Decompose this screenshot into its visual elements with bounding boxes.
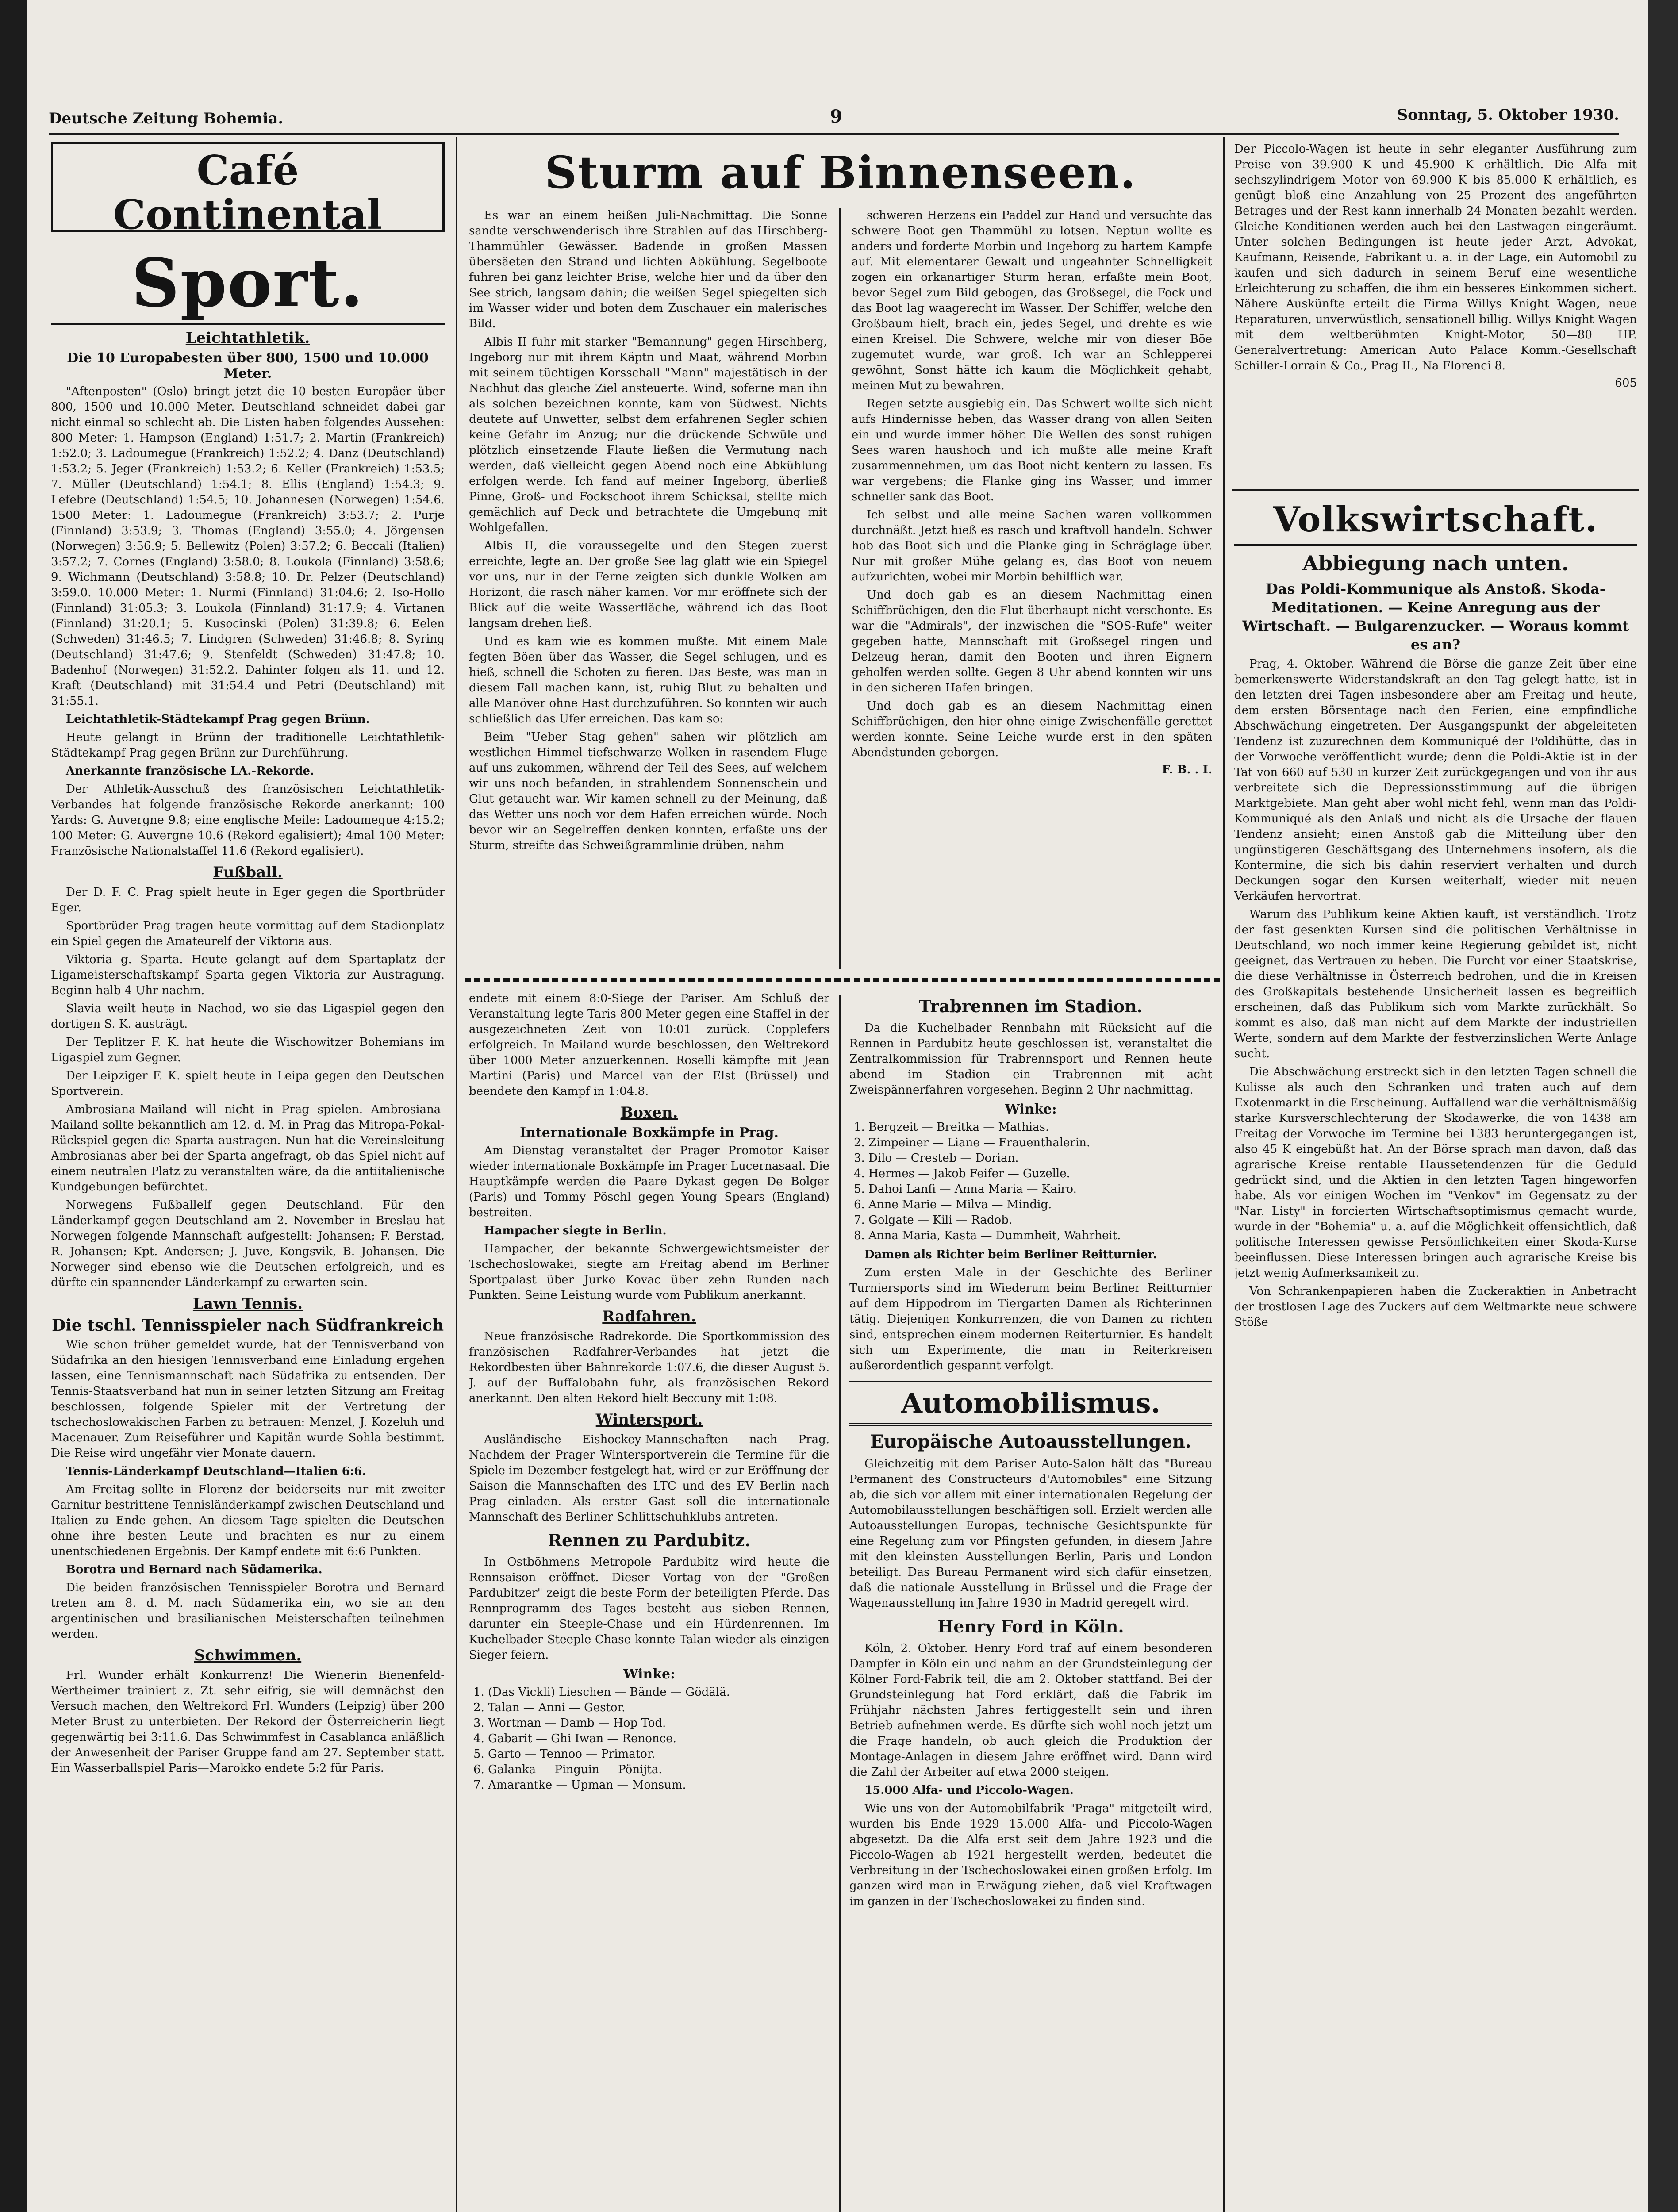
football-para: Slavia weilt heute in Nachod, wo sie das Ligaspiel gegen den dortigen S. K. austrägt. <box>51 1002 445 1031</box>
expo-text: Gleichzeitig mit dem Pariser Auto-Salon hält das "Bureau Permanent des Constructeurs d'Automobiles" eine Sitzung ab, die sich vor allem mit einer internationalen Regelung der Automobilausstellungen beschäftigen soll. Erzielt werden alle Autoausstellungen Europas, technische Gesichtspunkte für eine Regelung zum vor Pfingsten gefunden, in diesem Jahre mit den kleinsten Ausstellungen Berlin, Paris und London beteiligt. Das Bureau Permanent wird sich dafür einsetzen, daß die nationale Ausstellung in Brüssel und die Frage der Wagenausstellung im Jahre 1930 in Madrid geregelt wird. <box>849 1457 1212 1610</box>
auto-title: Automobilismus. <box>849 1381 1212 1426</box>
page-number: 9 <box>830 106 842 127</box>
storm-para: schweren Herzens ein Paddel zur Hand und versuchte das schwere Boot gen Thammühl zu lotsen. Neptun wollte es anders und forderte Morbin und Ingeborg zu hartem Kampfe auf. Mit elementarer Gewalt und ungeahnter Schnelligkeit zogen ein orkanartiger Sturm heran, erfaßte mein Boot, bevor Segel zum Bild gebogen, das Großsegel, die Fock und das Boot lag waagerecht im Wasser. Der Schiffer, welche den Großbaum hielt, brach ein, jedes Segel, und drehte es wie einen Kreisel. Die Schwere, welche mir von dieser Böe zugemutet wurde, war groß. Ich war an Schlepperei gewöhnt, Sonst hätte ich kaum die Möglichkeit gehabt, meinen Mut zu bewahren. <box>852 209 1212 392</box>
trab-text: Da die Kuchelbader Rennbahn mit Rücksicht auf die Rennen in Pardubitz heute geschlossen ist, veranstaltet die Zentralkommission für Trabrennsport und Rennen heute abend im Stadion ein Trabrennen mit acht Zweispännerfahren vorgesehen. Beginn 2 Uhr nachmittag. <box>849 1022 1212 1097</box>
tip-item: 5. Garto — Tennoo — Primator. <box>473 1747 655 1761</box>
football-para: Ambrosiana-Mailand will nicht in Prag spielen. Ambrosiana-Mailand sollte bekanntlich am 12. d. M. in Prag das Mitropa-Pokal-Rückspiel gegen die Sparta austragen. Nun hat die Vereinsleitung Ambrosianas aber bei der Sparta angefragt, ob das Spiel nicht auf einem neutralen Platz zu veranstalten wäre, da die antiitalienische Kundgebungen befürchtet. <box>51 1103 445 1194</box>
tip-item: 6. Anne Marie — Milva — Mindig. <box>854 1198 1052 1211</box>
pardubitz-tips <box>469 1685 829 1793</box>
cycling-text: Neue französische Radrekorde. Die Sportkommission des französischen Radfahrer-Verbandes hat jetzt die Rekordbesten über Bahnrekorde 1:07.6, die dieser August 5. J. auf der Buffalobahn fuhr, als französischen Rekord anerkannt. Den alten Rekord hielt Beccuny mit 1:08. <box>469 1330 829 1405</box>
tip-item: 4. Hermes — Jakob Feifer — Guzelle. <box>854 1167 1070 1180</box>
football-para: Sportbrüder Prag tragen heute vormittag auf dem Stadionplatz ein Spiel gegen die Amateurelf der Viktoria aus. <box>51 919 445 948</box>
trab-tips <box>849 1120 1212 1244</box>
trab-heading: Trabrennen im Stadion. <box>919 996 1143 1016</box>
football-para: Der Leipziger F. K. spielt heute in Leipa gegen den Deutschen Sportverein. <box>51 1069 445 1098</box>
ladies-text: Zum ersten Male in der Geschichte des Berliner Turniersports sind im Wiederum beim Berliner Reitturnier auf dem Hippodrom im Tiergarten Damen als Richterinnen tätig. Diejenigen Konkurrenzen, die von Damen zu richten sind, entsprechen einem modernen Reiterturnier. Es handelt sich um Experimente, die man in Reiterkreisen außerordentlich gespannt verfolgt. <box>849 1266 1212 1372</box>
storm-column-2 <box>852 208 1212 969</box>
piccolo-heading: 15.000 Alfa- und Piccolo-Wagen. <box>864 1784 1074 1797</box>
boxing-heading: Boxen. <box>620 1104 678 1121</box>
column-rule-3 <box>839 995 841 2212</box>
expo-heading: Europäische Autoausstellungen. <box>870 1431 1191 1452</box>
cafe-name: Café Continental <box>113 146 383 232</box>
economy-section <box>1234 495 1637 2212</box>
car-ad-body: Der Piccolo-Wagen ist heute in sehr eleganter Ausführung zum Preise von 39.900 K und 45.900 K erhältlich. Die Alfa mit sechszylindrigem Motor von 69.900 K bis 85.000 K erhältlich, es genügt bloß eine Anzahlung von 25 Prozent des angeführten Betrages und der Rest kann innerhalb 24 Monaten bezahlt werden. Gleiche Konditionen werden auch bei den Lastwagen eingeräumt. Unter solchen Bedingungen ist heute jeder Arzt, Advokat, Kaufmann, Reisende, Fabrikant u. a. in der Lage, ein Automobil zu kaufen und sich dadurch in seinem Beruf eine wesentliche Erleichterung zu schaffen, die ihm ein besseres Einkommen sichert. Nähere Auskünfte erteilt die Firma Willys Knight Wagen, neue Reparaturen, unverwüstlich, sensationell billig. Willys Knight Wagen mit dem weltberühmten Knight-Motor, 50—80 HP. Generalvertretung: American Auto Palace Komm.-Gesellschaft Schiller-Lorrain & Co., Prag II., Na Florenci 8. <box>1234 142 1637 373</box>
boxing-subheading: Internationale Boxkämpfe in Prag. <box>520 1125 779 1141</box>
storm-title: Sturm auf Binnenseen. <box>545 146 1137 199</box>
tip-item: 3. Wortman — Damb — Hop Tod. <box>473 1717 666 1730</box>
tip-item: 1. Bergzeit — Breitka — Mathias. <box>854 1121 1049 1134</box>
running-header-left: Deutsche Zeitung Bohemia. <box>49 110 284 127</box>
pardubitz-heading: Rennen zu Pardubitz. <box>548 1530 751 1550</box>
tip-item: 2. Talan — Anni — Gestor. <box>473 1701 626 1714</box>
winter-heading: Wintersport. <box>595 1411 703 1429</box>
economy-para: Die Abschwächung erstreckt sich in den letzten Tagen schnell die Kulisse als auch den Schranken und traten auch auf dem Exotenmarkt in die Erscheinung. Auffallend war die verhältnismäßig starke Kursverschlechterung der Skodawerke, die von 1438 am Freitag der Vorwoche im Termine bei 1383 heruntergegangen ist, also 45 K eingebüßt hat. An der Börse sprach man davon, daß das agrarische Kreise rentable Haussetendenzen für die Geduld gedrückt sind, und die Aktien in den letzten Tagen hingeworfen habe. Als vor einigen Wochen im "Venkov" im Gegensatz zu der "Nar. Listy" in forcierten Wirtschaftsoptimismus gemacht wurde, wurde in der "Bohemia" u. a. auf die Möglichkeit offensichtlich, daß politische Interessen gewisse Persönlichkeiten einer Skoda-Kurse beeinflussen. Diese Interessen bringen auch agrarische Kreise bis jetzt wenig Aufmerksamkeit zu. <box>1234 1065 1637 1280</box>
economy-para: Warum das Publikum keine Aktien kauft, ist verständlich. Trotz der fast gesenkten Kursen sind die politischen Verhältnisse in Deutschland, wo noch immer keine Regierung gebildet ist, nicht geeignet, das Vertrauen zu heben. Die Furcht vor einer Staatskrise, die diese Verhältnisse in Österreich bedrohen, und die in Kreisen des Großkapitals bestehende Unsicherheit lassen es begreiflich erscheinen, daß das Publikum sich vom Markte zurückhält. So kommt es also, daß man nicht auf dem Markte der industriellen Werte, sondern auf dem Markte der festverzinslichen Werte Anlage sucht. <box>1234 908 1637 1060</box>
football-para: Norwegens Fußballelf gegen Deutschland. Für den Länderkampf gegen Deutschland am 2. November in Breslau hat Norwegen folgende Mannschaft aufgestellt: Johansen; F. Berstad, R. Johansen; Kpt. Andersen; J. Juve, Kongsvik, B. Johansen. Die Norweger sind ebenso wie die Deutschen erfolgreich, und es dürfte ein spannender Länderkampf zu erwarten sein. <box>51 1198 445 1289</box>
trab-tips-heading: Winke: <box>1005 1102 1057 1117</box>
column-rule-2 <box>1223 137 1225 2212</box>
running-header-right: Sonntag, 5. Oktober 1930. <box>1397 106 1619 124</box>
swim-text: Frl. Wunder erhält Konkurrenz! Die Wienerin Bienenfeld-Wertheimer trainiert z. Zt. sehr eifrig, sie will demnächst den Versuch machen, den Weltrekord Frl. Wunders (Leipzig) über 200 Meter Brust zu unterbieten. Der Rekord der Österreicherin liegt gegenwärtig bei 3:11.6. Das Schwimmfest in Casablanca anläßlich der Anwesenheit der Pariser Gruppe fand am 27. September statt. Ein Wasserballspiel Paris—Marokko endete 5:2 für Paris. <box>51 1669 445 1775</box>
tennis-subheading: Die tschl. Tennisspieler nach Südfrankreich <box>51 1316 444 1335</box>
davis-text: Am Freitag sollte in Florenz der beiderseits nur mit zweiter Garnitur bestrittene Tennisländerkampf zwischen Deutschland und Italien zu Ende gehen. An diesem Tage spielten die Deutschen ohne ihre besten Leute und brachten es nur zu einem unentschiedenen Ergebnis. Der Kampf endete mit 6:6 Punkten. <box>51 1483 445 1558</box>
storm-para: Albis II fuhr mit starker "Bemannung" gegen Hirschberg, Ingeborg nur mit ihrem Käptn und Maat, während Morbin mit seinem tüchtigen Korsschall "Mann" majestätisch in der Nachhut das gleiche Ziel ansteuerte. Wind, soferne man ihn als solchen bezeichnen konnte, kam von Südwest. Nichts deutete auf Unwetter, selbst dem erfahrenen Segler schien keine Gefahr im Anzug; nur die drückende Schwüle und plötzlich einsetzende Flaute ließen die Vermutung nach werden, daß vielleicht gegen Abend noch eine Abkühlung erfolgen werde. Ich fand auf meiner Ingeborg, überließ Pinne, Groß- und Fockschoot ihrem Schicksal, stellte mich gemächlich auf Deck und betrachtete die Umgebung mit Wohlgefallen. <box>469 335 827 534</box>
hampacher-heading: Hampacher siegte in Berlin. <box>484 1224 667 1237</box>
football-para: Viktoria g. Sparta. Heute gelangt auf dem Spartaplatz der Ligameisterschaftskampf Sparta gegen Viktoria zur Austragung. Beginn halb 4 Uhr nachm. <box>51 953 445 997</box>
economy-para: Prag, 4. Oktober. Während die Börse die ganze Zeit über eine bemerkenswerte Widerstandskraft an den Tag gelegt hatte, ist in den letzten drei Tagen insbesondere aber am Freitag und heute, dem ersten Börsentage nach den Ferien, eine empfindliche Abschwächung eingetreten. Der Ausgangspunkt der abgeleiteten Tendenz ist zuzurechnen dem Kommuniqué der Poldihütte, das in der Vorwoche veröffentlicht wurde; denn die Poldi-Aktie ist in der Tat von 660 auf 530 in kurzer Zeit zurückgegangen und von ihr aus verbreitete sich die Depressionsstimmung auf die übrigen Marktgebiete. Man geht aber wohl nicht fehl, wenn man das Poldi-Kommuniqué als den Anlaß und nicht als die Ursache der flauen Tendenz ansieht; einen Anstoß gab die Mitteilung über den ungünstigeren Geschäftsgang des Unternehmens insofern, als die Kontermine, die sich bis dahin reserviert verhalten und durch Deckungen sogar den Kursen weiterhalf, wieder mit neuen Verkäufen hervortrat. <box>1234 657 1637 903</box>
storm-bottom-rule <box>465 978 1221 982</box>
economy-subheading: Das Poldi-Kommunique als Anstoß. Skoda-Meditationen. — Keine Anregung aus der Wirtschaft. — Bulgarenzucker. — Woraus kommt es an? <box>1242 580 1629 653</box>
storm-para: Albis II, die voraussegelte und den Stegen zuerst erreichte, legte an. Der große See lag glatt wie ein Spiegel vor uns, nur in der Ferne zeigten sich dunkle Wolken am Horizont, die rasch näher kamen. Vor mir eröffnete sich der Blick auf die weite Wasserfläche, während ich das Boot langsam drehen ließ. <box>469 539 827 630</box>
scan-border-right <box>1648 0 1678 2212</box>
pardubitz-tips-heading: Winke: <box>623 1667 676 1682</box>
records-text: Der Athletik-Ausschuß des französischen Leichtathletik-Verbandes hat folgende französische Rekorde anerkannt: 100 Yards: G. Auvergne 9.8; eine englische Meile: Ladoumegue 4:15.2; 100 Meter: G. Auvergne 10.6 (Rekord egalisiert); 4mal 100 Meter: Französische Nationalstaffel 11.6 (Rekord egalisiert). <box>51 783 445 858</box>
cafe-continental-ad <box>51 142 445 232</box>
records-heading: Anerkannte französische LA.-Rekorde. <box>66 764 315 778</box>
piccolo-text: Wie uns von der Automobilfabrik "Praga" mitgeteilt wird, wurden bis Ende 1929 15.000 Alfa- und Piccolo-Wagen abgesetzt. Da die Alfa erst seit dem Jahre 1923 und die Piccolo-Wagen ab 1921 hergestellt werden, bedeutet die Verbreitung in der Tschechoslowakei einen großen Erfolg. Im ganzen wird man in Erwägung ziehen, daß viel Kraftwagen im ganzen in der Tschechoslowakei zu finden sind. <box>849 1802 1212 1908</box>
tip-item: 1. (Das Vickli) Lieschen — Bände — Gödälä. <box>473 1686 730 1699</box>
pardubitz-text: In Ostböhmens Metropole Pardubitz wird heute die Rennsaison eröffnet. Dieser Vortag von der "Großen Pardubitzer" zeigt die beste Form der beteiligten Pferde. Das Rennprogramm des Tages besteht aus sieben Rennen, darunter ein Steeple-Chase und ein Hürdenrennen. Im Kuchelbader Steeple-Chase konnte Talan wieder als einzigen Sieger feiern. <box>469 1555 829 1662</box>
athletics-heading: Leichtathletik. <box>185 329 310 347</box>
tip-item: 8. Anna Maria, Kasta — Dummheit, Wahrheit. <box>854 1229 1121 1242</box>
tip-item: 7. Golgate — Kili — Radob. <box>854 1214 1013 1227</box>
ranking-heading: Die 10 Europabesten über 800, 1500 und 10.000 Meter. <box>67 350 429 381</box>
storm-column-1 <box>469 208 827 969</box>
tip-item: 2. Zimpeiner — Liane — Frauenthalerin. <box>854 1136 1091 1149</box>
ford-heading: Henry Ford in Köln. <box>937 1617 1124 1636</box>
storm-para: Und es kam wie es kommen mußte. Mit einem Male fegten Böen über das Wasser, die Segel schlugen, und es hieß, schnell die Schoten zu fieren. Das Beste, was man in diesem Fall machen kann, ist, ruhig Blut zu behalten und alle Manöver ohne Hast durchzuführen. So konnten wir auch schließlich das Ufer erreichen. Das kam so: <box>469 635 827 726</box>
tip-item: 4. Gabarit — Ghi Iwan — Renonce. <box>473 1732 676 1745</box>
economy-para: Von Schrankenpapieren haben die Zuckeraktien in Anbetracht der trostlosen Lage des Zuckers auf dem Weltmarkte neue schwere Stöße <box>1234 1285 1637 1329</box>
tip-item: 3. Dilo — Cresteb — Dorian. <box>854 1152 1019 1165</box>
ladies-heading: Damen als Richter beim Berliner Reitturnier. <box>864 1248 1157 1261</box>
storm-para: Ich selbst und alle meine Sachen waren vollkommen durchnäßt. Jetzt hieß es rasch und kraftvoll handeln. Schwer hob das Boot sich und die Planke ging in Schräglage über. Nur mit großer Mühe gelang es, das Boot von neuem aufzurichten, wobei mir Morbin behilflich war. <box>852 508 1212 584</box>
storm-para: Und doch gab es an diesem Nachmittag einen Schiffbrüchigen, den hier ohne einige Zwischenfälle gerettet werden konnte. Seine Leiche wurde erst in den späten Abendstunden geborgen. <box>852 699 1212 759</box>
sport-title: Sport. <box>51 243 445 325</box>
storm-signature: F. B. . I. <box>1162 763 1212 776</box>
storm-para: Beim "Ueber Stag gehen" sahen wir plötzlich am westlichen Himmel tiefschwarze Wolken in rasendem Fluge auf uns zukommen, während der Teil des Sees, auf welchem wir uns noch befanden, in strahlendem Sonnenschein und Glut getaucht war. Wir kamen schnell zu der Meinung, daß das Wetter uns noch vor dem Hafen erreichen würde. Noch bevor wir an Segelreffen denken konnten, erfaßte uns der Sturm, streifte das Schweißgrammlinie drüben, nahm <box>469 730 827 852</box>
header-rule <box>49 133 1619 135</box>
storm-para: Und doch gab es an diesem Nachmittag einen Schiffbrüchigen, den die Flut überhaupt nicht verschonte. Es war die "Admirals", der inzwischen die "SOS-Rufe" weiter gegeben hatte, Mannschaft mit Großsegel ringen und Delzeug heran, damit den Booten und ihren Eignern geholfen werden sollte. Gegen 8 Uhr abend konnten wir uns in den sicheren Hafen bringen. <box>852 588 1212 695</box>
football-para: Der Teplitzer F. K. hat heute die Wischowitzer Bohemians im Ligaspiel zum Gegner. <box>51 1036 445 1064</box>
economy-subtitle: Abbiegung nach unten. <box>1302 551 1569 575</box>
economy-top-rule <box>1232 489 1639 491</box>
trab-auto-column <box>849 991 1212 2212</box>
ranking-text: "Aftenposten" (Oslo) bringt jetzt die 10 besten Europäer über 800, 1500 und 10.000 Meter. Deutschland schneidet dabei gar nicht einmal so schlecht ab. Die Listen haben folgendes Aussehen: 800 Meter: 1. Hampson (England) 1:51.7; 2. Martin (Frankreich) 1:52.0; 3. Ladoumegue (Frankreich) 1:52.2; 4. Danz (Deutschland) 1:53.2; 5. Jeger (Frankreich) 1:53.2; 6. Keller (Frankreich) 1:53.5; 7. Müller (Deutschland) 1:54.1; 8. Ellis (England) 1:54.3; 9. Lefebre (Deutschland) 1:54.5; 10. Johannesen (Norwegen) 1:54.6. 1500 Meter: 1. Ladoumegue (Frankreich) 3:53.7; 2. Purje (Finnland) 3:53.9; 3. Thomas (England) 3:55.0; 4. Jörgensen (Norwegen) 3:56.9; 5. Bellewitz (Polen) 3:57.2; 6. Beccali (Italien) 3:57.2; 7. Cornes (England) 3:58.0; 8. Loukola (Finnland) 3:58.6; 9. Wichmann (Deutschland) 3:58.8; 10. Dr. Pelzer (Deutschland) 3:59.0. 10.000 Meter: 1. Nurmi (Finnland) 31:04.6; 2. Iso-Hollo (Finnland) 31:05.3; 3. Loukola (Finnland) 31:17.9; 4. Virtanen (Finnland) 31:20.1; 5. Kusocinski (Polen) 31:39.8; 6. Eelen (Schweden) 31:46.5; 7. Lindgren (Schweden) 31:46.8; 8. Syring (Deutschland) 31:47.6; 9. Stenfeldt (Schweden) 31:47.8; 10. Badenhof (Norwegen) 31:52.2. Dahinter folgen als 11. und 12. Kraft (Deutschland) mit 31:54.4 und Petri (Deutschland) mit 31:55.1. <box>51 385 445 708</box>
car-ad-number: 605 <box>1615 376 1637 390</box>
runs-text: endete mit einem 8:0-Siege der Pariser. Am Schluß der Veranstaltung legte Taris 800 Meter gegen eine Staffel in der ausgezeichneten Zeit von 10:01 zurück. Copplefers erfolgreich. In Mailand wurde beschlossen, den Weltrekord über 1000 Meter anzuerkennen. Roselli kämpfte mit Jean Martini (Paris) und Marcel van der Elst (Brüssel) und beendete den Kampf in 1:04.8. <box>469 992 829 1098</box>
economy-title: Volkswirtschaft. <box>1234 495 1637 546</box>
tip-item: 5. Dahoi Lanfi — Anna Maria — Kairo. <box>854 1183 1077 1196</box>
storm-para: Regen setzte ausgiebig ein. Das Schwert wollte sich nicht aufs Hindernisse heben, das Wasser drang von allen Seiten ein und wurde immer höher. Die Wellen des sonst ruhigen Sees waren haushoch und ich mußte alle meine Kraft zusammennehmen, um das Boot nicht kentern zu lassen. Es war vergebens; die Flanke ging ins Wasser, und immer schneller sank das Boot. <box>852 397 1212 503</box>
storm-column-rule <box>839 208 841 969</box>
storm-para: Es war an einem heißen Juli-Nachmittag. Die Sonne sandte verschwenderisch ihre Strahlen auf das Hirschberg-Thammühler Gewässer. Badende in großen Massen übersäeten den Strand und lichten Abkühlung. Segelboote fuhren bei ganz leichter Brise, welche hier und da über den See strich, langsam dahin; die weißen Segel spiegelten sich im Wasser wider und boten dem Zuschauer ein malerisches Bild. <box>469 209 827 330</box>
tennis-text: Wie schon früher gemeldet wurde, hat der Tennisverband von Südafrika an den hiesigen Tennisverband eine Einladung ergehen lassen, eine Tennismannschaft nach Südafrika zu entsenden. Der Tennis-Staatsverband hat nun in seiner letzten Sitzung am Freitag beschlossen, folgende Spieler mit der Vertretung der tschechoslowakischen Farben zu betrauen: Menzel, J. Kozeluh und Macenauer. Zum Reiseführer und Kapitän wurde Sohla bestimmt. Die Reise wird ungefähr vier Monate dauern. <box>51 1338 445 1460</box>
hampacher-text: Hampacher, der bekannte Schwergewichtsmeister der Tschechoslowakei, siegte am Freitag abend im Berliner Sportpalast über Jurko Kovac über zehn Runden nach Punkten. Seine Leistung wurde vom Publikum anerkannt. <box>469 1242 829 1302</box>
tennis-heading: Lawn Tennis. <box>192 1295 303 1313</box>
car-ad-text <box>1234 142 1637 487</box>
sport-section <box>51 243 445 2212</box>
brazil-heading: Borotra und Bernard nach Südamerika. <box>66 1563 323 1576</box>
football-heading: Fußball. <box>213 864 283 881</box>
column-rule-1 <box>456 137 457 2212</box>
mid-sport-column <box>469 991 829 2212</box>
tip-item: 6. Galanka — Pinguin — Pönijta. <box>473 1763 662 1776</box>
winter-text: Ausländische Eishockey-Mannschaften nach Prag. Nachdem der Prager Wintersportverein die Termine für die Spiele im Dezember festgelegt hat, wird er zur Eröffnung der Saison die Mannschaften des LTC und des EV Berlin nach Prag einladen. Als erster Gast soll die internationale Mannschaft des Berliner Schlittschuhklubs antreten. <box>469 1433 829 1524</box>
football-para: Der D. F. C. Prag spielt heute in Eger gegen die Sportbrüder Eger. <box>51 886 445 914</box>
boxing-text: Am Dienstag veranstaltet der Prager Promotor Kaiser wieder internationale Boxkämpfe im Prager Lucernasaal. Die Hauptkämpfe werden die Paare Dykast gegen De Bolger (Paris) und Tommy Pöschl gegen Young Spears (England) bestreiten. <box>469 1144 829 1219</box>
swim-heading: Schwimmen. <box>194 1647 302 1664</box>
leicht-heading: Leichtathletik-Städtekampf Prag gegen Brünn. <box>66 713 370 726</box>
leicht-text: Heute gelangt in Brünn der traditionelle Leichtathletik-Städtekampf Prag gegen Brünn zur Durchführung. <box>51 731 445 760</box>
ford-text: Köln, 2. Oktober. Henry Ford traf auf einem besonderen Dampfer in Köln ein und nahm an der Grundsteinlegung der Kölner Ford-Fabrik teil, die am 2. Oktober stattfand. Bei der Grundsteinlegung hat Ford erklärt, daß die Fabrik im Frühjahr nächsten Jahres fertiggestellt sein und ihren Betrieb aufnehmen werde. Es dürfte sich wohl noch jetzt um die Frage handeln, ob auch gleich die Produktion der Montage-Anlagen in diesem Jahre eröffnet wird. Dann wird die Zahl der Arbeiter auf etwa 2000 steigen. <box>849 1642 1212 1779</box>
scan-border-left <box>0 0 27 2212</box>
tip-item: 7. Amarantke — Upman — Monsum. <box>473 1778 686 1792</box>
cycling-heading: Radfahren. <box>602 1308 696 1325</box>
davis-heading: Tennis-Länderkampf Deutschland—Italien 6:6. <box>66 1465 366 1478</box>
brazil-text: Die beiden französischen Tennisspieler Borotra und Bernard treten am 8. d. M. nach Südamerika ein, wo sie an den argentinischen und brasilianischen Meisterschaften teilnehmen werden. <box>51 1581 445 1641</box>
